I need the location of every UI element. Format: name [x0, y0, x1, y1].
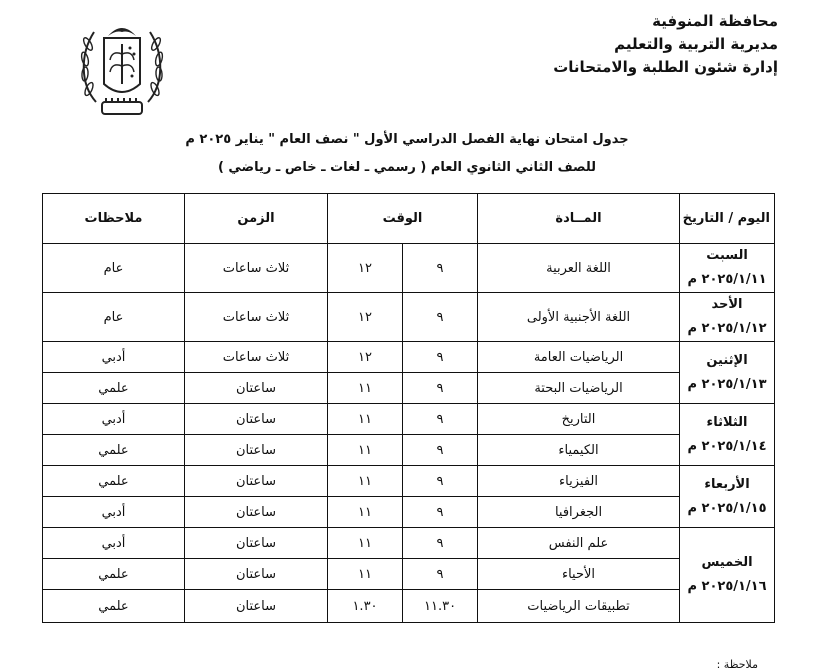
end-time-cell: ١٢: [328, 244, 403, 293]
subject-cell: علم النفس: [478, 528, 680, 559]
table-row: [43, 590, 775, 623]
end-time-cell: ١١: [328, 373, 403, 404]
notes-cell: علمي: [43, 590, 185, 623]
subject-cell: الرياضيات البحتة: [478, 373, 680, 404]
notes-cell: أدبي: [43, 497, 185, 528]
exam-date: ٢٠٢٥/١/١٥ م: [687, 500, 767, 516]
governorate-name: محافظة المنوفية: [652, 12, 778, 30]
duration-cell: ثلاث ساعات: [185, 342, 328, 373]
start-time-cell: ٩: [403, 466, 478, 497]
notes-cell: عام: [43, 244, 185, 293]
exam-schedule-subtitle: للصف الثاني الثانوي العام ( رسمي ـ لغات ـ خاص ـ رياضي ): [217, 160, 597, 175]
exam-date: ٢٠٢٥/١/١٦ م: [687, 579, 767, 594]
duration-cell: ساعتان: [185, 497, 328, 528]
table-row: [43, 293, 775, 342]
subject-cell: الرياضيات العامة: [478, 342, 680, 373]
start-time-cell: ٩: [403, 342, 478, 373]
end-time-cell: ١٢: [328, 293, 403, 342]
duration-cell: ساعتان: [185, 373, 328, 404]
notes-cell: أدبي: [43, 404, 185, 435]
exam-schedule-table: [42, 193, 775, 623]
header-subject: المــادة: [478, 194, 680, 244]
header-time: الوقت: [328, 194, 478, 244]
notes-cell: علمي: [43, 435, 185, 466]
day-name: الإثنين: [706, 352, 748, 368]
table-row: [43, 497, 775, 528]
footnote: ملاحظة :: [716, 658, 758, 671]
day-date-cell: [680, 342, 775, 404]
header-duration: الزمن: [185, 194, 328, 244]
start-time-cell: ٩: [403, 528, 478, 559]
day-name: الخميس: [701, 555, 753, 570]
duration-cell: ساعتان: [185, 404, 328, 435]
day-date-cell: [680, 404, 775, 466]
table-header-row: [43, 194, 775, 244]
duration-cell: ساعتان: [185, 466, 328, 497]
start-time-cell: ٩: [403, 244, 478, 293]
exam-date: ٢٠٢٥/١/١٣ م: [687, 376, 767, 392]
table-row: [43, 466, 775, 497]
day-name: الأحد: [711, 297, 743, 312]
header-day-date: اليوم / التاريخ: [680, 194, 775, 244]
notes-cell: عام: [43, 293, 185, 342]
subject-cell: الجغرافيا: [478, 497, 680, 528]
table-row: [43, 342, 775, 373]
notes-cell: علمي: [43, 373, 185, 404]
exam-date: ٢٠٢٥/١/١٤ م: [687, 438, 767, 454]
table-row: [43, 244, 775, 293]
table-row: [43, 435, 775, 466]
end-time-cell: ١٢: [328, 342, 403, 373]
end-time-cell: ١١: [328, 404, 403, 435]
duration-cell: ساعتان: [185, 590, 328, 623]
day-name: الثلاثاء: [706, 414, 748, 430]
end-time-cell: ١١: [328, 559, 403, 590]
table-row: [43, 373, 775, 404]
subject-cell: الكيمياء: [478, 435, 680, 466]
duration-cell: ساعتان: [185, 528, 328, 559]
subject-cell: اللغة الأجنبية الأولى: [478, 293, 680, 342]
day-date-cell: [680, 293, 775, 342]
end-time-cell: ١١: [328, 497, 403, 528]
table-row: [43, 528, 775, 559]
start-time-cell: ٩: [403, 435, 478, 466]
start-time-cell: ٩: [403, 404, 478, 435]
start-time-cell: ٩: [403, 293, 478, 342]
subject-cell: تطبيقات الرياضيات: [478, 590, 680, 623]
table-row: [43, 559, 775, 590]
end-time-cell: ١.٣٠: [328, 590, 403, 623]
subject-cell: الأحياء: [478, 559, 680, 590]
menoufia-emblem-icon: [78, 14, 166, 122]
end-time-cell: ١١: [328, 466, 403, 497]
document-header: [478, 10, 778, 79]
exam-schedule-title: جدول امتحان نهاية الفصل الدراسي الأول " نصف العام " يناير ٢٠٢٥ م: [185, 132, 629, 147]
subject-cell: التاريخ: [478, 404, 680, 435]
exam-date: ٢٠٢٥/١/١١ م: [687, 272, 767, 287]
notes-cell: علمي: [43, 466, 185, 497]
subject-cell: الفيزياء: [478, 466, 680, 497]
notes-cell: أدبي: [43, 528, 185, 559]
exam-date: ٢٠٢٥/١/١٢ م: [687, 321, 767, 336]
notes-cell: أدبي: [43, 342, 185, 373]
day-name: الأربعاء: [704, 476, 750, 492]
end-time-cell: ١١: [328, 528, 403, 559]
notes-cell: علمي: [43, 559, 185, 590]
duration-cell: ساعتان: [185, 435, 328, 466]
subject-cell: اللغة العربية: [478, 244, 680, 293]
header-notes: ملاحظات: [43, 194, 185, 244]
day-date-cell: [680, 466, 775, 528]
day-name: السبت: [706, 248, 748, 263]
start-time-cell: ٩: [403, 559, 478, 590]
start-time-cell: ٩: [403, 497, 478, 528]
table-row: [43, 404, 775, 435]
department-name: إدارة شئون الطلبة والامتحانات: [553, 58, 778, 76]
duration-cell: ثلاث ساعات: [185, 293, 328, 342]
day-date-cell: [680, 244, 775, 293]
duration-cell: ثلاث ساعات: [185, 244, 328, 293]
start-time-cell: ١١.٣٠: [403, 590, 478, 623]
directorate-name: مديرية التربية والتعليم: [614, 35, 778, 53]
start-time-cell: ٩: [403, 373, 478, 404]
day-date-cell: [680, 528, 775, 623]
end-time-cell: ١١: [328, 435, 403, 466]
duration-cell: ساعتان: [185, 559, 328, 590]
